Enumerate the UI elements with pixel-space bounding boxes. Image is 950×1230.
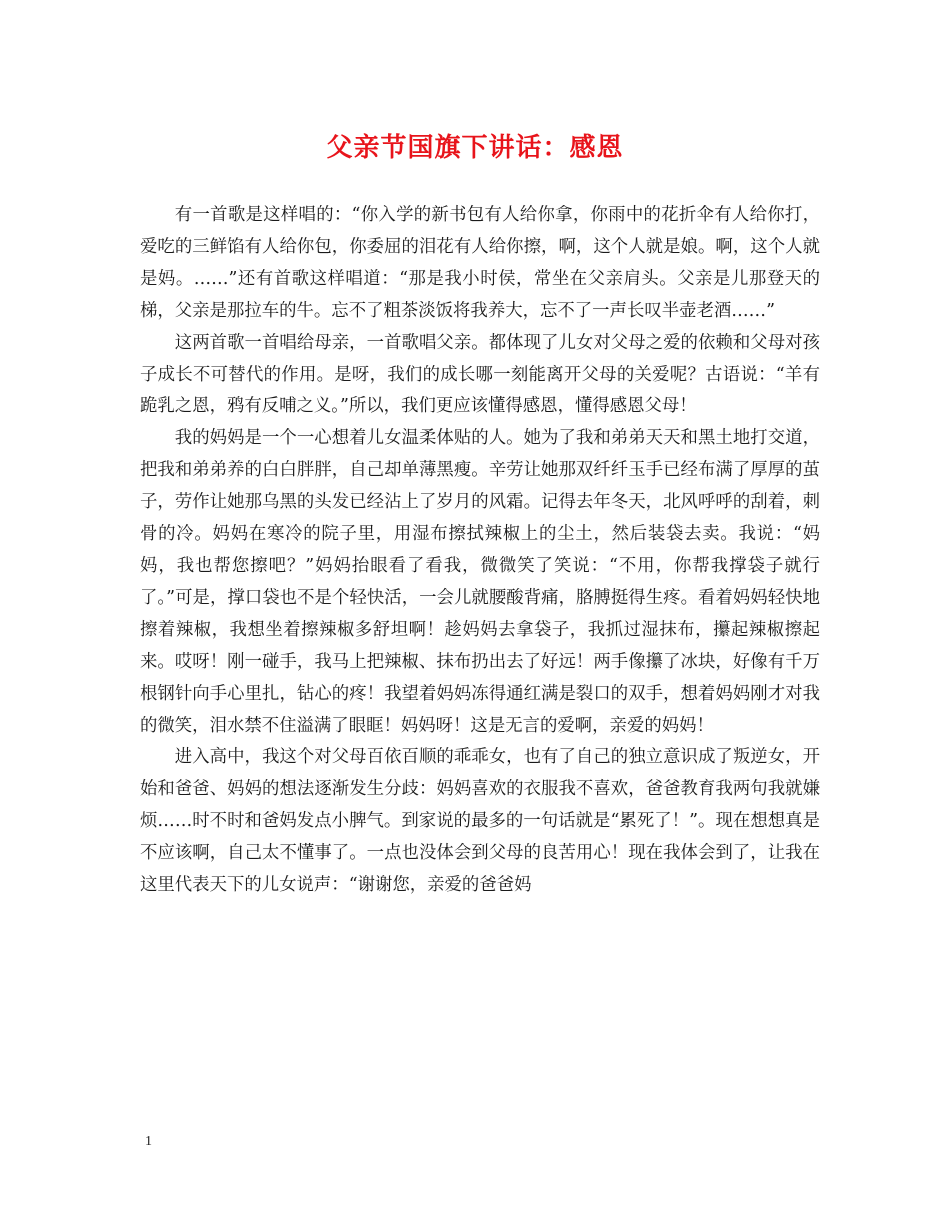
paragraph-2: 这两首歌一首唱给母亲，一首歌唱父亲。都体现了儿女对父母之爱的依赖和父母对孩子成长不可替代的作用。是呀，我们的成长哪一刻能离开父母的关爱呢？古语说：“羊有跪乳之恩，鸦有反哺之义。”所以，我们更应该懂得感恩，懂得感恩父母！ bbox=[140, 332, 820, 417]
document-title: 父亲节国旗下讲话：感恩 bbox=[326, 133, 624, 163]
paragraph-4: 进入高中，我这个对父母百依百顺的乖乖女，也有了自己的独立意识成了叛逆女，开始和爸爸、妈妈的想法逐渐发生分歧：妈妈喜欢的衣服我不喜欢，爸爸教育我两句我就嫌烦……时不时和爸妈发点小脾气。到家说的最多的一句话就是“累死了！”。现在想想真是不应该啊，自己太不懂事了。一点也没体会到父母的良苦用心！现在我体会到了，让我在这里代表天下的儿女说声：“谢谢您，亲爱的爸爸妈 bbox=[140, 747, 820, 896]
document-body bbox=[140, 200, 820, 902]
page-number: 1 bbox=[145, 1134, 152, 1149]
paragraph-1: 有一首歌是这样唱的：“你入学的新书包有人给你拿，你雨中的花折伞有人给你打，爱吃的三鲜馅有人给你包，你委屈的泪花有人给你擦，啊，这个人就是娘。啊，这个人就是妈。……”还有首歌这样唱道：“那是我小时侯，常坐在父亲肩头。父亲是儿那登天的梯，父亲是那拉车的牛。忘不了粗茶淡饭将我养大，忘不了一声长叹半壶老酒……” bbox=[140, 205, 820, 321]
paragraph-3: 我的妈妈是一个一心想着儿女温柔体贴的人。她为了我和弟弟天天和黑土地打交道，把我和弟弟养的白白胖胖，自己却单薄黑瘦。辛劳让她那双纤纤玉手已经布满了厚厚的茧子，劳作让她那乌黑的头发已经沾上了岁月的风霜。记得去年冬天，北风呼呼的刮着，刺骨的冷。妈妈在寒冷的院子里，用湿布擦拭辣椒上的尘土，然后装袋去卖。我说：“妈妈，我也帮您擦吧？”妈妈抬眼看了看我，微微笑了笑说：“不用，你帮我撑袋子就行了。”可是，撑口袋也不是个轻快活，一会儿就腰酸背痛，胳膊挺得生疼。看着妈妈轻快地擦着辣椒，我想坐着擦辣椒多舒坦啊！趁妈妈去拿袋子，我抓过湿抹布，攥起辣椒擦起来。哎呀！刚一碰手，我马上把辣椒、抹布扔出去了好远！两手像攥了冰块，好像有千万根钢针向手心里扎，钻心的疼！我望着妈妈冻得通红满是裂口的双手，想着妈妈刚才对我的微笑，泪水禁不住溢满了眼眶！妈妈呀！这是无言的爱啊，亲爱的妈妈！ bbox=[140, 428, 820, 736]
